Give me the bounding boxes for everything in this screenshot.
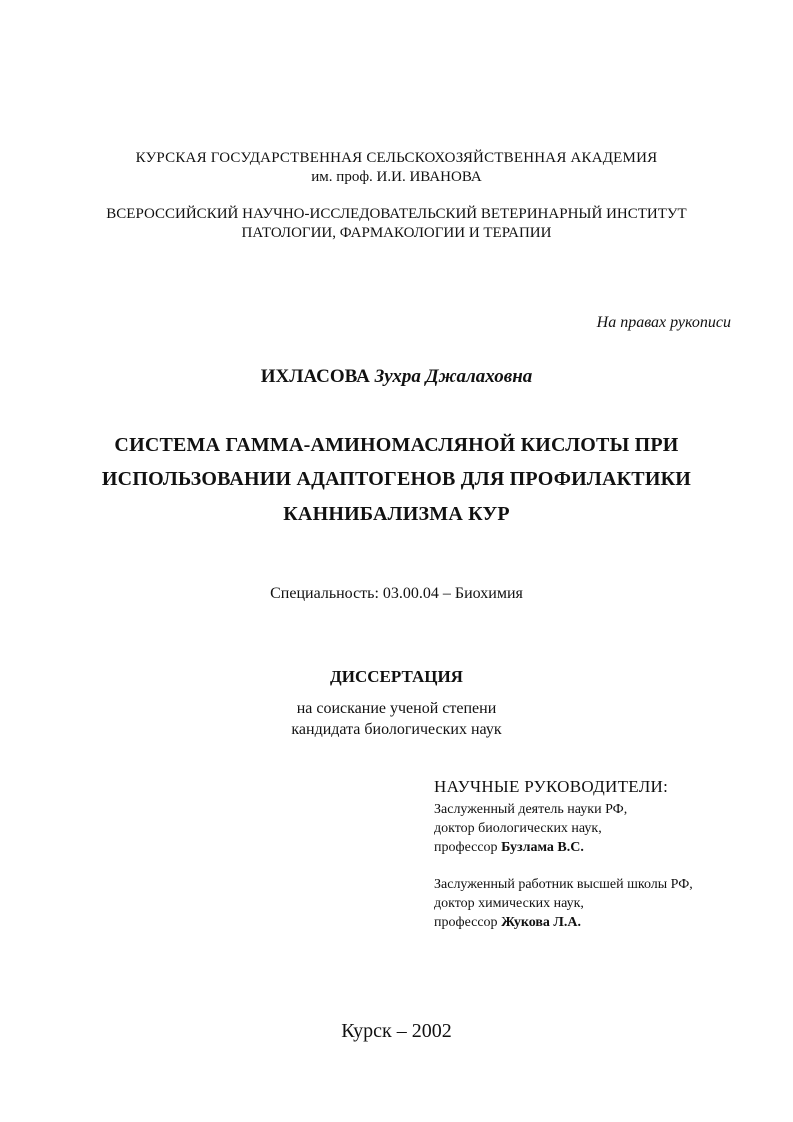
supervisor-2-title: профессор (434, 915, 498, 930)
academy-dedication: им. проф. И.И. ИВАНОВА (311, 169, 482, 185)
supervisor-1-honor: Заслуженный деятель науки РФ, (434, 802, 628, 817)
supervisors-heading: НАУЧНЫЕ РУКОВОДИТЕЛИ: (434, 777, 669, 796)
supervisor-2-honor: Заслуженный работник высшей школы РФ, (434, 877, 693, 892)
supervisor-1-degree: доктор биологических наук, (434, 821, 602, 836)
academy-name: КУРСКАЯ ГОСУДАРСТВЕННАЯ СЕЛЬСКОХОЗЯЙСТВЕННАЯ АКАДЕМИЯ (135, 150, 658, 166)
institute-name-continued: ПАТОЛОГИИ, ФАРМАКОЛОГИИ И ТЕРАПИИ (241, 225, 552, 241)
specialty: Специальность: 03.00.04 – Биохимия (270, 585, 523, 602)
supervisor-2-name-line (434, 913, 581, 932)
supervisor-2-name: Жукова Л.А. (501, 915, 581, 930)
degree-line-1: на соискание ученой степени (296, 700, 497, 717)
author-name (0, 366, 793, 388)
degree-line-2: кандидата биологических наук (291, 721, 502, 738)
supervisor-1-title: профессор (434, 840, 498, 855)
manuscript-rights-note: На правах рукописи (596, 314, 731, 331)
author-given-names: Зухра Джалаховна (374, 366, 533, 387)
dissertation-title-line-1: СИСТЕМА ГАММА-АМИНОМАСЛЯНОЙ КИСЛОТЫ ПРИ (114, 434, 679, 456)
dissertation-title-line-2: ИСПОЛЬЗОВАНИИ АДАПТОГЕНОВ ДЛЯ ПРОФИЛАКТИКИ (101, 468, 692, 490)
city-year: Курск – 2002 (341, 1020, 452, 1042)
document-type: ДИССЕРТАЦИЯ (330, 667, 463, 686)
supervisor-1-name: Бузлама В.С. (501, 840, 584, 855)
institute-name: ВСЕРОССИЙСКИЙ НАУЧНО-ИССЛЕДОВАТЕЛЬСКИЙ ВЕТЕРИНАРНЫЙ ИНСТИТУТ (106, 206, 687, 222)
author-surname: ИХЛАСОВА (260, 366, 370, 387)
dissertation-title-line-3: КАННИБАЛИЗМА КУР (283, 503, 510, 525)
supervisor-1-name-line (434, 838, 584, 857)
supervisor-2-degree: доктор химических наук, (434, 896, 584, 911)
